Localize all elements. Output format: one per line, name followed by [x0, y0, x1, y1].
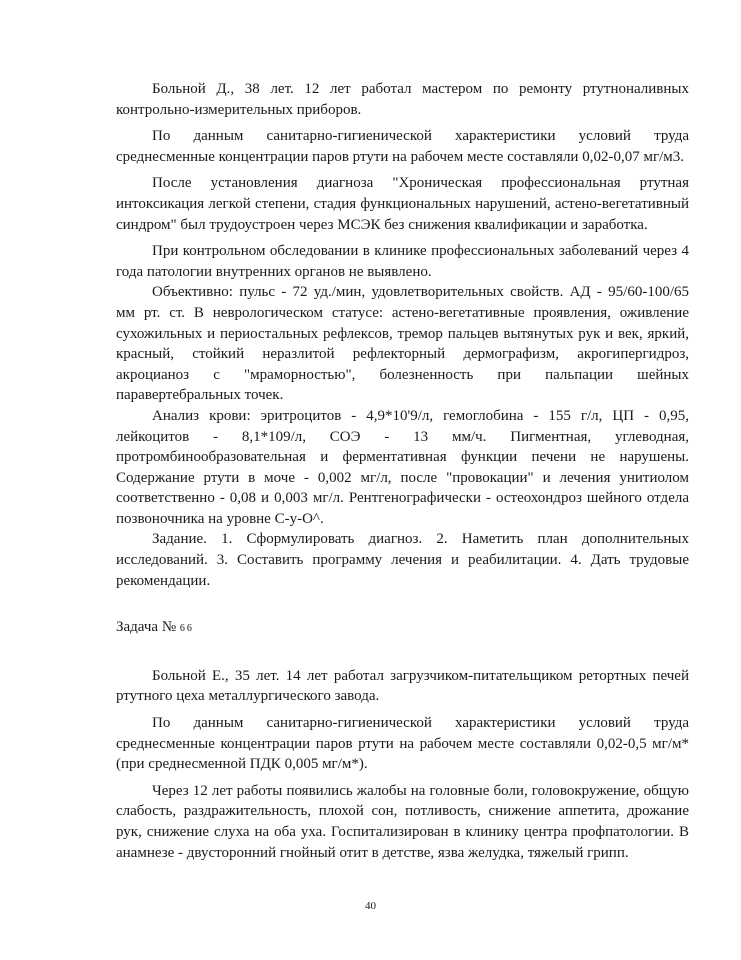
- case66-hygiene: По данным санитарно-гигиенической характеристики условий труда среднесменные концентрации паров ртути на рабочем месте составляли 0,02-0,5 мг/м* (при среднесменной ПДК 0,005 мг/м*).: [116, 715, 689, 773]
- case65-checkup: При контрольном обследовании в клинике профессиональных заболеваний через 4 года патологии внутренних органов не выявлено.: [116, 243, 689, 280]
- task-heading: [116, 617, 689, 640]
- case66-complaints: Через 12 лет работы появились жалобы на головные боли, головокружение, общую слабость, раздражительность, плохой сон, потливость, снижение аппетита, дрожание рук, снижение слуха на оба уха. Госпитализирован в клинику центра профпатологии. В анамнезе - двусторонний гнойный отит в детстве, язва желудка, тяжелый грипп.: [116, 782, 689, 861]
- case65-intro: Больной Д., 38 лет. 12 лет работал мастером по ремонту ртутноналивных контрольно-измерительных приборов.: [116, 81, 689, 118]
- case66-intro: Больной Е., 35 лет. 14 лет работал загрузчиком-питательщиком ретортных печей ртутного цеха металлургического завода.: [116, 667, 689, 705]
- case65-diagnosis: После установления диагноза "Хроническая профессиональная ртутная интоксикация легкой степени, стадия функциональных нарушений, астено-вегетативный синдром" был трудоустроен через МСЭК без снижения квалификации и заработка.: [116, 175, 689, 233]
- page-number: 40: [365, 900, 376, 912]
- task-heading-label: Задача №: [116, 619, 177, 636]
- case65-blood-analysis: Анализ крови: эритроцитов - 4,9*10'9/л, гемоглобина - 155 г/л, ЦП - 0,95, лейкоцитов - 8,1*109/л, СОЭ - 13 мм/ч. Пигментная, углеводная, протромбинообразовательная и ферментативная функции печени не нарушены. Содержание ртути в моче - 0,002 мг/л, после "провокации" и лечения унитиолом соответственно - 0,08 и 0,003 мг/л. Рентгенографически - остеохондроз шейного отдела позвоночника на уровне С-у-О^.: [116, 407, 689, 527]
- task-heading-number: 66: [179, 623, 194, 635]
- page-content: [116, 79, 689, 869]
- case65-task: Задание. 1. Сформулировать диагноз. 2. Наметить план дополнительных исследований. 3. Составить программу лечения и реабилитации. 4. Дать трудовые рекомендации.: [116, 531, 689, 589]
- case65-objective: Объективно: пульс - 72 уд./мин, удовлетворительных свойств. АД - 95/60-100/65 мм рт. ст. В неврологическом статусе: астено-вегетативные проявления, оживление сухожильных и периостальных рефлексов, тремор пальцев вытянутых рук и век, яркий, красный, стойкий неразлитой рефлекторный дермографизм, акрогипергидроз, акроцианоз с "мраморностью", болезненность при пальпации шейных паравертебральных точек.: [116, 284, 689, 404]
- case65-hygiene: По данным санитарно-гигиенической характеристики условий труда среднесменные концентрации паров ртути на рабочем месте составляли 0,02-0,07 мг/м3.: [116, 128, 689, 165]
